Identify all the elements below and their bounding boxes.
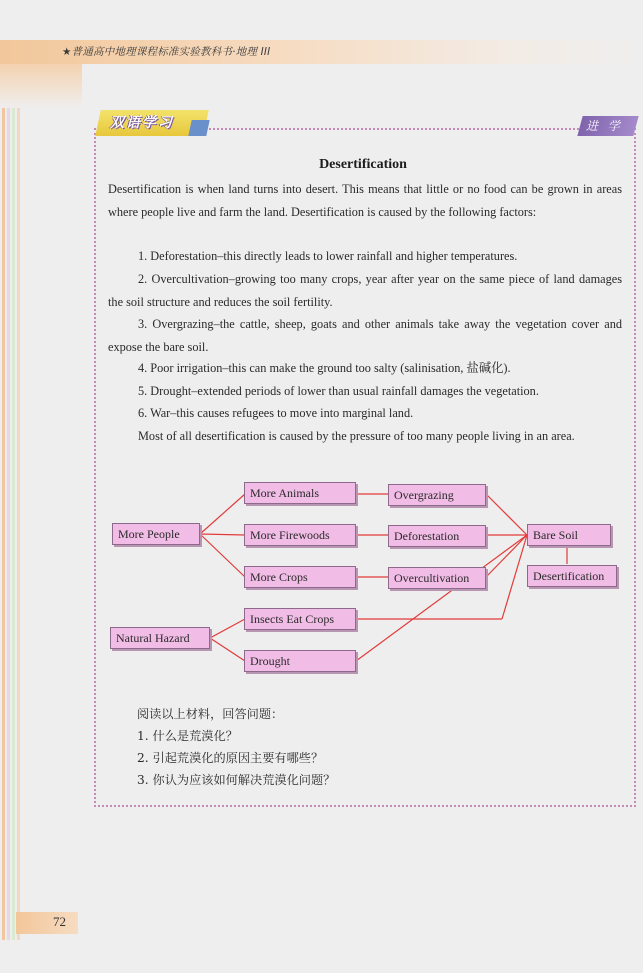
page-edge-stripes: [0, 40, 22, 940]
node-insects-eat-crops: Insects Eat Crops: [244, 608, 356, 630]
page-number-badge: [16, 912, 78, 934]
node-drought: Drought: [244, 650, 356, 672]
factor-6: 6. War–this causes refugees to move into marginal land.: [138, 406, 414, 420]
questions-prompt: 阅读以上材料，回答问题：: [137, 707, 284, 721]
intro-paragraph: Desertification is when land turns into desert. This means that little or no food can be grown in areas where people live and farm the land. Desertification is caused by the following factors:: [108, 182, 622, 219]
node-more-animals: More Animals: [244, 482, 356, 504]
question-3: 3. 你认为应该如何解决荒漠化问题？: [137, 773, 336, 787]
question-1: 1. 什么是荒漠化？: [137, 729, 238, 743]
header-title: ★普通高中地理课程标准实验教科书·地理 III: [62, 46, 271, 58]
factor-5: 5. Drought–extended periods of lower than usual rainfall damages the vegetation.: [138, 384, 539, 398]
edge-hazard-insects: [210, 619, 245, 638]
node-overcultivation: Overcultivation: [388, 567, 486, 589]
edge-people-crops: [200, 534, 245, 577]
page-number: 72: [53, 914, 66, 929]
node-more-people: More People: [112, 523, 200, 545]
node-desertification: Desertification: [527, 565, 617, 587]
factor-4: 4. Poor irrigation–this can make the ground too salty (salinisation, 盐碱化).: [138, 361, 511, 375]
node-more-crops: More Crops: [244, 566, 356, 588]
factor-1: 1. Deforestation–this directly leads to lower rainfall and higher temperatures.: [138, 249, 518, 263]
node-natural-hazard: Natural Hazard: [110, 627, 210, 649]
node-deforestation: Deforestation: [388, 525, 486, 547]
node-bare-soil: Bare Soil: [527, 524, 611, 546]
factor-2: 2. Overcultivation–growing too many crops, year after year on the same piece of land damages the soil structure and reduces the soil fertility.: [108, 272, 622, 309]
factor-3: 3. Overgrazing–the cattle, sheep, goats and other animals take away the vegetation cover and expose the bare soil.: [108, 317, 622, 354]
article-title: Desertification: [319, 157, 407, 172]
node-more-firewoods: More Firewoods: [244, 524, 356, 546]
node-overgrazing: Overgrazing: [388, 484, 486, 506]
header-corner-decoration: [0, 64, 82, 108]
edge-drought-baresoil: [356, 535, 527, 661]
box-top-border: [205, 128, 579, 130]
question-2: 2. 引起荒漠化的原因主要有哪些？: [137, 751, 324, 765]
edge-overgrazing-baresoil: [486, 494, 527, 535]
level-tag-label: 进 学: [586, 119, 623, 133]
edge-people-animals: [200, 494, 245, 534]
edge-people-firewoods: [200, 534, 245, 535]
conclusion-paragraph: Most of all desertification is caused by the pressure of too many people living in an area.: [138, 429, 575, 443]
section-tag-label: 双语学习: [110, 115, 174, 131]
edge-hazard-drought: [210, 638, 245, 661]
section-tag-accent: [188, 120, 209, 136]
